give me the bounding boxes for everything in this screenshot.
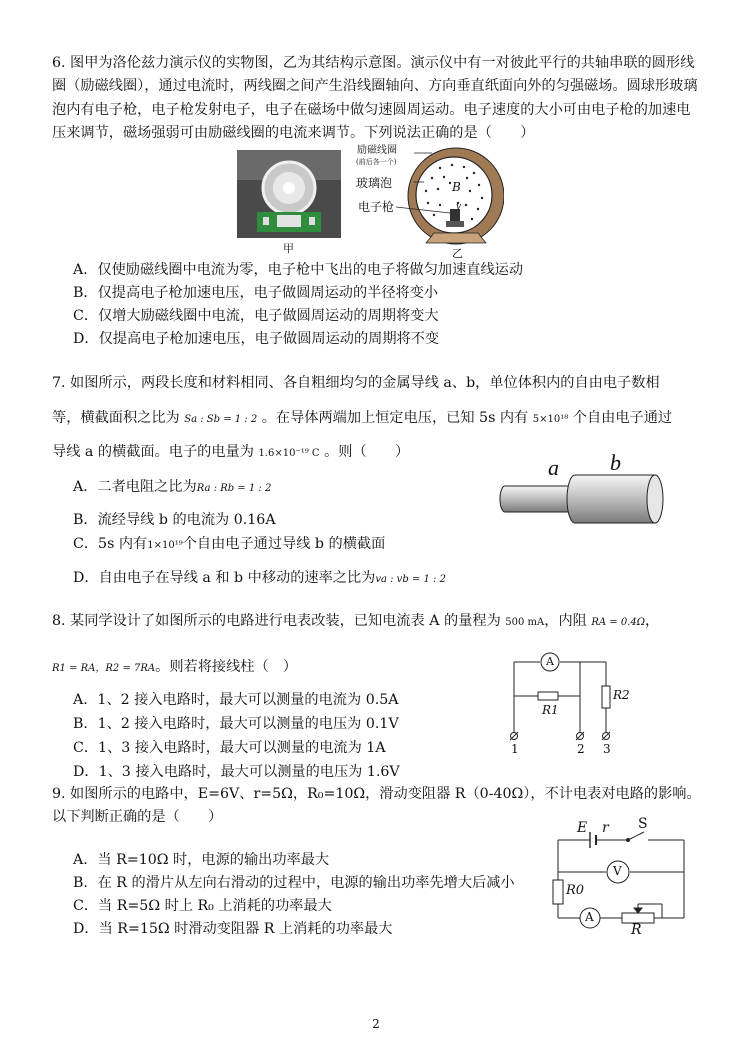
q8-stem-text: 。则若将接线柱（ ） (155, 659, 298, 675)
q9-emf-label: E (577, 820, 588, 836)
q9-voltmeter-label: V (613, 864, 622, 878)
q7-option-c-text: C．5s 内有 (73, 536, 148, 552)
q9-r0-label: R0 (566, 883, 585, 898)
q7-option-d-formula: va : vb = 1 : 2 (375, 574, 446, 585)
label-b-field: B (452, 180, 461, 194)
q9-internal-r-label: r (602, 820, 609, 836)
q9-option-c: C．当 R=5Ω 时上 R₀ 上消耗的功率最大 (73, 898, 332, 914)
q9-switch-label: S (638, 816, 648, 832)
q9-circuit-figure (548, 822, 698, 942)
q7-option-c (73, 534, 385, 556)
q9-stem-line1: 9. 如图所示的电路中，E=6V、r=5Ω，R₀=10Ω，滑动变阻器 R（0-40Ω），不计电表对电路的影响。 (52, 786, 701, 802)
q8-stem-text: 8. 某同学设计了如图所示的电路进行电表改装，已知电流表 A 的量程为 (52, 613, 501, 629)
q7-stem-line3 (52, 441, 704, 465)
two-wire-diagram (497, 473, 667, 525)
q7-stem-text: 个自由电子通过 (572, 410, 673, 426)
label-bulb: 玻璃泡 (356, 176, 393, 190)
q7-stem-line2 (52, 407, 704, 431)
label-gun: 电子枪 (358, 200, 395, 214)
lorentz-apparatus-photo (237, 150, 341, 238)
q9-ammeter-label: A (585, 910, 594, 924)
q6-option-a: A．仅使励磁线圈中电流为零，电子枪中飞出的电子将做匀加速直线运动 (73, 262, 524, 278)
terminal-2-label: 2 (577, 742, 585, 756)
page-number: 2 (372, 1017, 380, 1031)
q8-stem-line1 (52, 610, 704, 634)
q7-option-a-formula: Ra : Rb = 1 : 2 (196, 483, 272, 494)
q9-option-b: B．在 R 的滑片从左向右滑动的过程中，电源的输出功率先增大后减小 (73, 875, 515, 891)
q7-wire-figure (497, 473, 667, 525)
q8-option-b: B．1、2 接入电路时，最大可以测量的电压为 0.1V (73, 716, 399, 732)
q6-photo-figure (237, 150, 341, 238)
q9-rheostat-label: R (631, 922, 642, 938)
q7-option-d-text: D．自由电子在导线 a 和 b 中移动的速率之比为 (73, 570, 376, 586)
q8-stem-text: ，内阻 (544, 613, 587, 629)
q8-option-a: A．1、2 接入电路时，最大可以测量的电流为 0.5A (73, 692, 399, 708)
q8-r1-label: R1 (542, 703, 559, 717)
q7-option-d (73, 568, 446, 590)
q8-resistor-values: R1 = RA，R2 = 7RA (52, 663, 156, 674)
q6-option-d: D．仅提高电子枪加速电压，电子做圆周运动的周期将不变 (73, 331, 440, 347)
q7-stem-text: 。则（ ） (324, 444, 410, 460)
fig-label-yi: 乙 (452, 247, 463, 260)
q8-ammeter-range: 500 mA (505, 617, 545, 628)
q7-electron-count: 5×10¹⁸ (532, 414, 569, 425)
q8-option-d: D．1、3 接入电路时，最大可以测量的电压为 1.6V (73, 764, 400, 780)
q7-option-a-text: A．二者电阻之比为 (73, 479, 197, 495)
q7-stem-text: 等，横截面积之比为 (52, 410, 180, 426)
q8-option-c: C．1、3 接入电路时，最大可以测量的电流为 1A (73, 740, 386, 756)
q8-stem-text: ， (645, 613, 660, 629)
q7-stem-text: 。在导体两端加上恒定电压，已知 5s 内有 (261, 410, 529, 426)
q9-option-d: D．当 R=15Ω 时滑动变阻器 R 上消耗的功率最大 (73, 921, 393, 937)
q9-option-a: A．当 R=10Ω 时，电源的输出功率最大 (73, 852, 330, 868)
q7-option-c-text: 个自由电子通过导线 b 的横截面 (182, 536, 386, 552)
q8-ammeter-label: A (546, 655, 554, 668)
terminal-3-label: 3 (603, 742, 611, 756)
label-coil-note: (前后各一个) (356, 158, 397, 166)
q6-stem: 6. 图甲为洛伦兹力演示仪的实物图，乙为其结构示意图。演示仪中有一对彼此平行的共轴串联的圆形线圈（励磁线圈），通过电流时，两线圈之间产生沿线圈轴向、方向垂直纸面向外的匀强磁场。圆球形玻璃泡内有电子枪，电子枪发射电子，电子在磁场中做匀速圆周运动。电子速度的大小可由电子枪的加速电压来调节，磁场强弱可由励磁线圈的电流来调节。下列说法正确的是（ ） (52, 55, 698, 142)
label-coil: 励磁线圈 (357, 145, 397, 156)
meter-conversion-circuit (500, 648, 635, 764)
q6-option-c: C．仅增大励磁线圈中电流，电子做圆周运动的周期将变大 (73, 308, 439, 324)
q7-option-a (73, 477, 271, 499)
power-circuit (548, 822, 698, 942)
fig-label-jia: 甲 (283, 242, 294, 255)
q7-option-c-formula: 1×10¹⁹ (147, 540, 183, 551)
q9-stem-line2: 以下判断正确的是（ ） (52, 809, 223, 825)
q8-circuit-figure (500, 648, 635, 764)
q6-option-b: B．仅提高电子枪加速电压，电子做圆周运动的半径将变小 (73, 285, 439, 301)
q8-ammeter-resistance: RA = 0.4Ω (591, 617, 646, 628)
q7-stem-text: 导线 a 的横截面。电子的电量为 (52, 444, 254, 460)
q8-r2-label: R2 (613, 688, 630, 702)
q7-stem-line1: 7. 如图所示，两段长度和材料相同、各自粗细均匀的金属导线 a、b，单位体积内的自由电子数相 (52, 375, 660, 391)
q7-electron-charge: 1.6×10⁻¹⁹ C (258, 448, 320, 459)
terminal-1-label: 1 (511, 742, 519, 756)
q7-area-ratio: Sa : Sb = 1 : 2 (184, 414, 258, 425)
label-wire-b: b (610, 450, 621, 475)
label-wire-a: a (548, 455, 559, 480)
label-velocity: v (456, 202, 462, 212)
q7-option-b: B．流经导线 b 的电流为 0.16A (73, 512, 276, 528)
